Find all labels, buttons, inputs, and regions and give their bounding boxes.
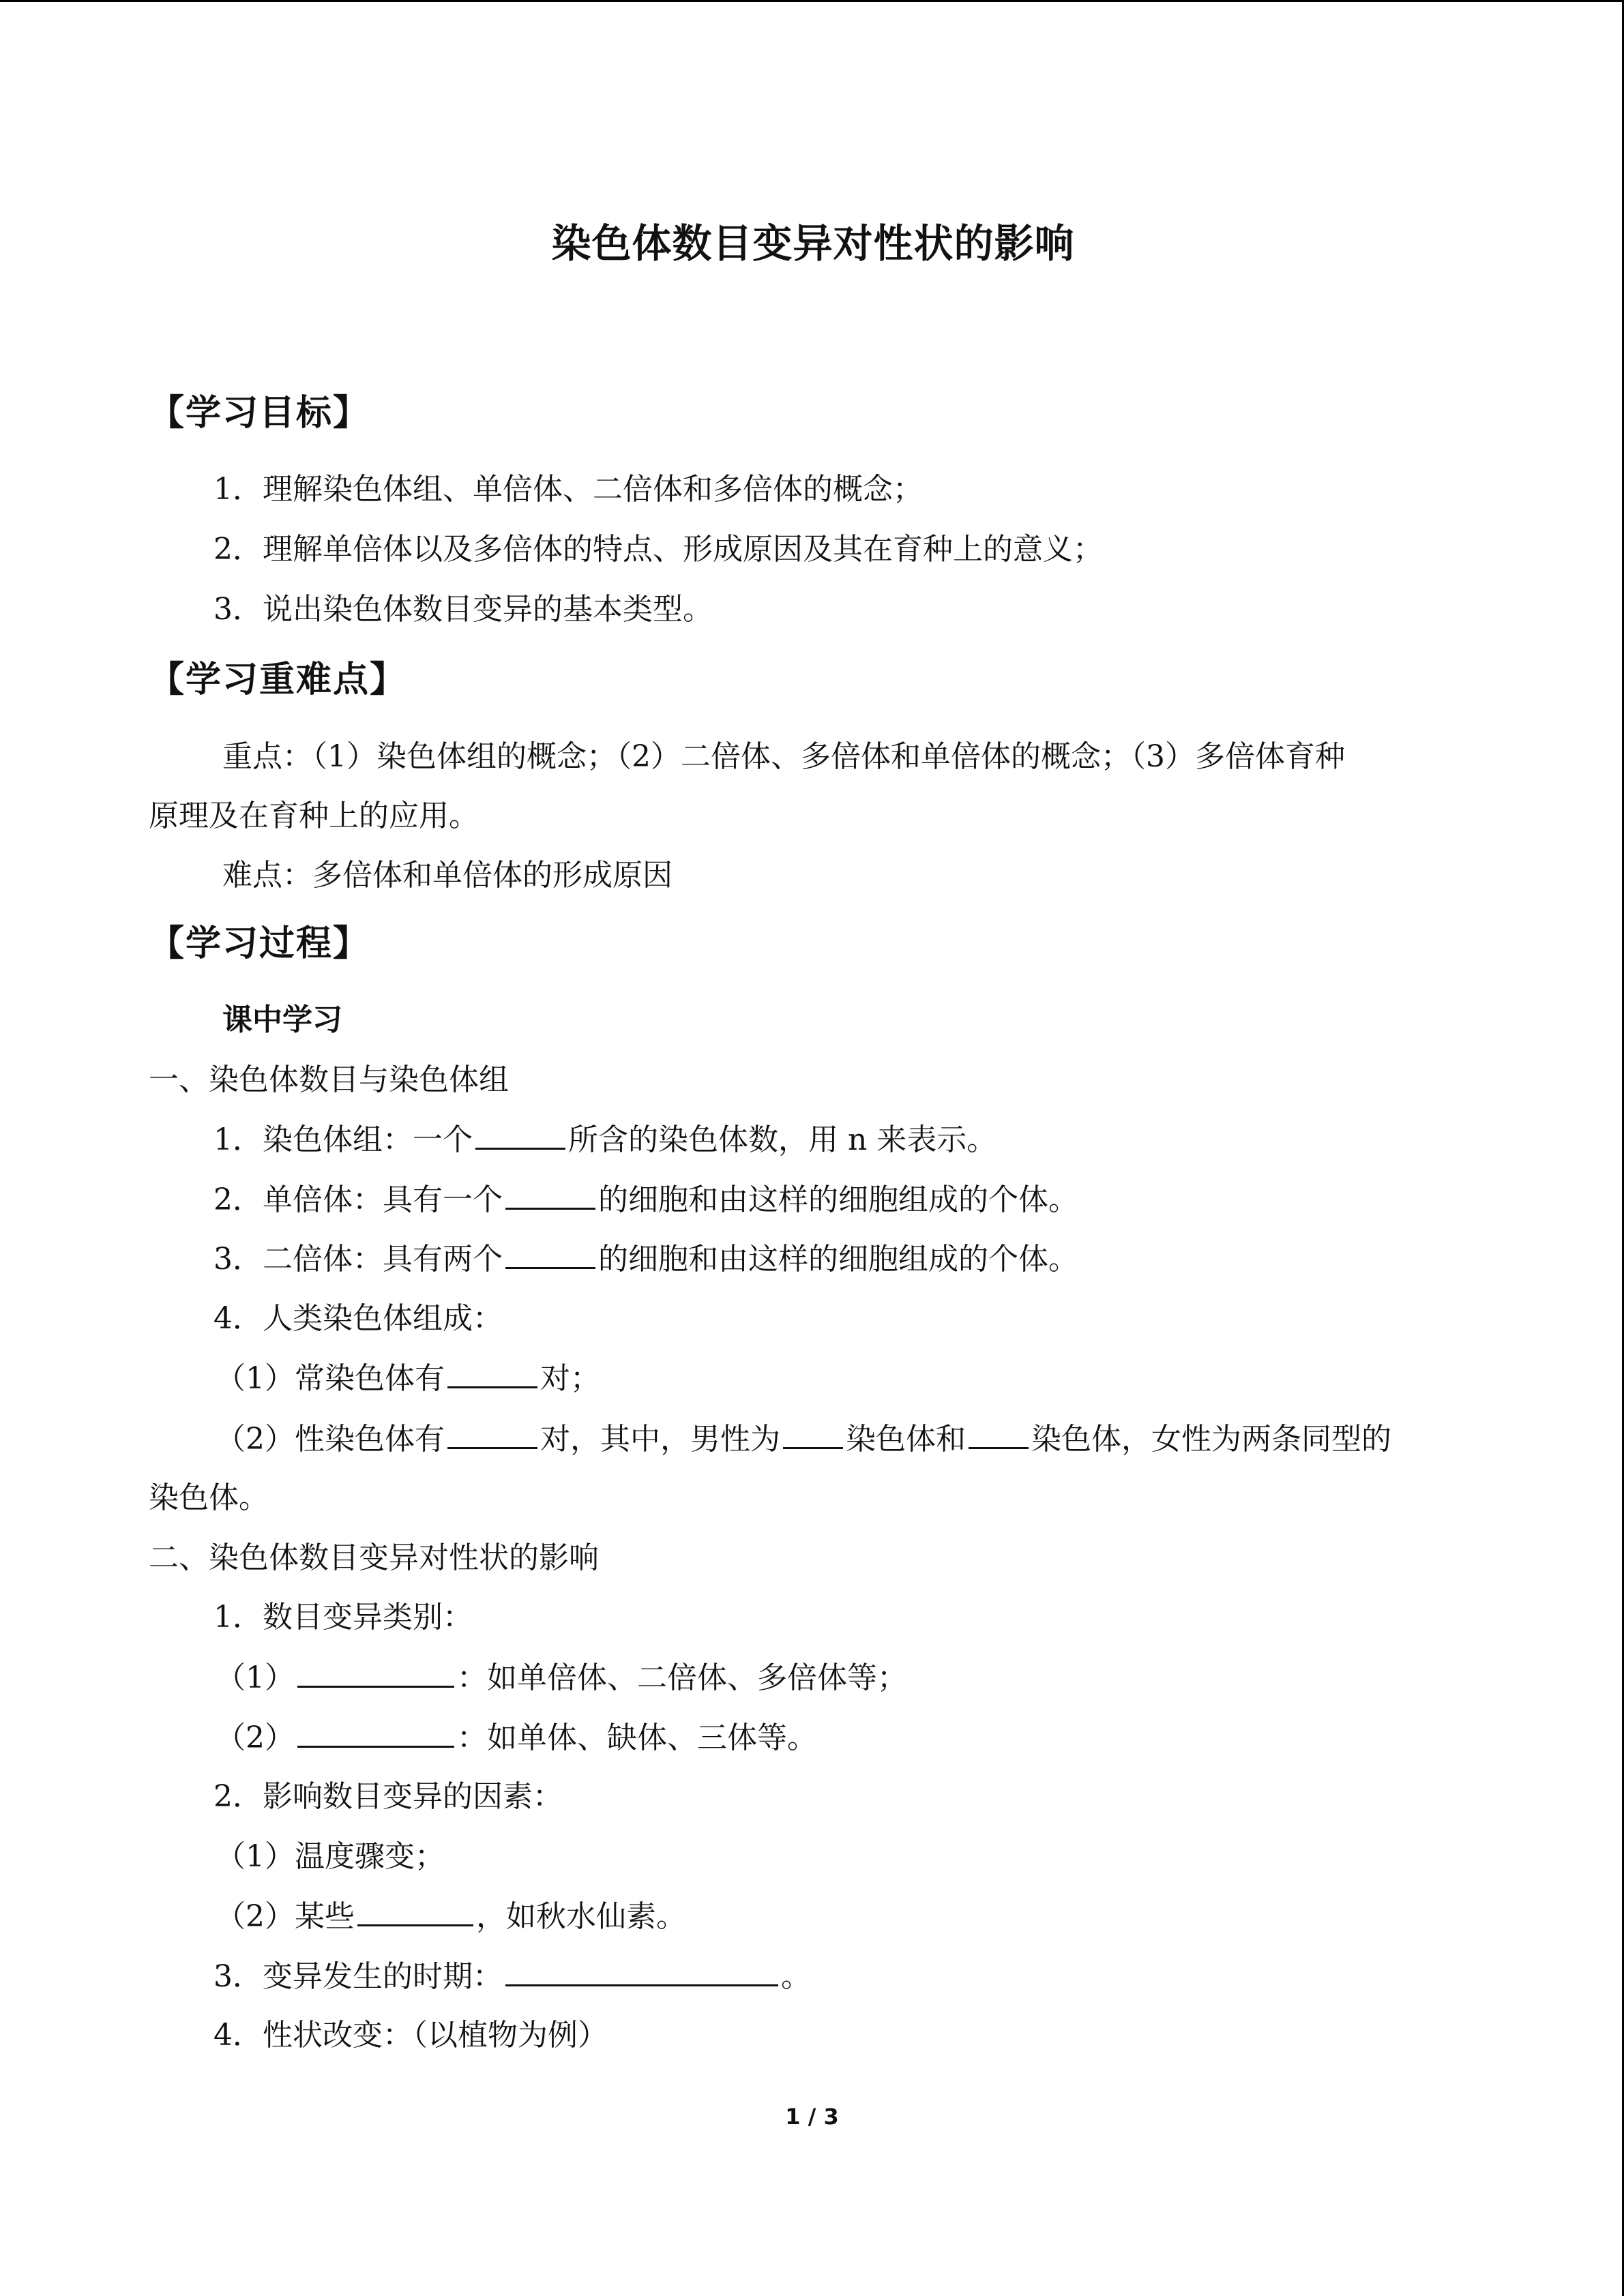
fill-blank[interactable]: [475, 1119, 565, 1150]
part1-item-2-prefix: 2．单倍体：具有一个: [213, 1182, 503, 1217]
part1-item-4-2-a: （2）性染色体有: [216, 1422, 445, 1457]
part1-item-4-2-d: 染色体，女性为两条同型的: [1031, 1422, 1391, 1457]
part1-item-4: 4．人类染色体组成：: [213, 1301, 503, 1336]
part2-item-3-prefix: 3．变异发生的时期：: [213, 1959, 503, 1994]
part2-item-1-2: [216, 1717, 817, 1759]
part1-item-1-suffix: 所含的染色体数，用 n 来表示。: [568, 1122, 997, 1157]
part1-item-4-1: [216, 1358, 600, 1399]
difficulty-line: 难点：多倍体和单倍体的形成原因: [222, 858, 673, 893]
process-heading: 【学习过程】: [149, 923, 370, 964]
fill-blank[interactable]: [297, 1717, 454, 1748]
part1-item-4-1-suffix: 对；: [540, 1361, 600, 1396]
fill-blank[interactable]: [447, 1358, 537, 1388]
part2-item-1-2-prefix: （2）: [216, 1720, 295, 1755]
part2-item-1-2-suffix: ：如单体、缺体、三体等。: [457, 1720, 817, 1755]
fill-blank[interactable]: [447, 1418, 537, 1449]
key-points-line-1: 重点：（1）染色体组的概念；（2）二倍体、多倍体和单倍体的概念；（3）多倍体育种: [222, 739, 1345, 774]
part1-item-4-2-c: 染色体和: [846, 1422, 966, 1457]
part2-item-2-2: [216, 1896, 686, 1937]
fill-blank[interactable]: [297, 1657, 454, 1688]
part1-item-3-suffix: 的细胞和由这样的细胞组成的个体。: [598, 1242, 1078, 1277]
part1-item-2-suffix: 的细胞和由这样的细胞组成的个体。: [598, 1182, 1078, 1217]
fill-blank[interactable]: [505, 1179, 595, 1210]
fill-blank[interactable]: [505, 1238, 595, 1269]
part1-item-3: [213, 1238, 1078, 1280]
part2-item-1-1: [216, 1657, 907, 1699]
part2-item-2-2-prefix: （2）某些: [216, 1899, 355, 1934]
goal-item-2: 2．理解单倍体以及多倍体的特点、形成原因及其在育种上的意义；: [213, 532, 1103, 567]
part2-item-3-suffix: 。: [781, 1959, 811, 1994]
goal-item-3: 3．说出染色体数目变异的基本类型。: [213, 592, 713, 627]
fill-blank[interactable]: [357, 1896, 473, 1926]
part2-item-4: 4．性状改变：（以植物为例）: [213, 2018, 608, 2053]
part2-item-1: 1．数目变异类别：: [213, 1600, 473, 1635]
part1-item-2: [213, 1179, 1078, 1221]
part1-item-4-2-continued: 染色体。: [149, 1480, 269, 1515]
part2-item-3: [213, 1956, 811, 1997]
part1-item-1-prefix: 1．染色体组：一个: [213, 1122, 473, 1157]
part1-item-4-2-b: 对，其中，男性为: [540, 1422, 780, 1457]
part1-item-3-prefix: 3．二倍体：具有两个: [213, 1242, 503, 1277]
part2-item-1-1-suffix: ：如单倍体、二倍体、多倍体等；: [457, 1660, 907, 1695]
fill-blank[interactable]: [969, 1418, 1029, 1449]
document-title: 染色体数目变异对性状的影响: [551, 220, 1075, 267]
goals-heading: 【学习目标】: [149, 393, 370, 434]
in-class-subheading: 课中学习: [222, 1002, 342, 1037]
part2-item-2: 2．影响数目变异的因素：: [213, 1779, 563, 1814]
part2-item-2-2-suffix: ，如秋水仙素。: [476, 1899, 686, 1934]
part1-item-4-1-prefix: （1）常染色体有: [216, 1361, 445, 1396]
fill-blank[interactable]: [783, 1418, 843, 1449]
key-points-line-2: 原理及在育种上的应用。: [149, 799, 479, 833]
part2-item-2-1: （1）温度骤变；: [216, 1839, 445, 1874]
key-points-heading: 【学习重难点】: [149, 659, 407, 700]
fill-blank[interactable]: [505, 1956, 778, 1986]
page-number: 1 / 3: [785, 2104, 839, 2130]
part1-item-1: [213, 1119, 996, 1161]
part2-title: 二、染色体数目变异对性状的影响: [149, 1540, 599, 1575]
part2-item-1-1-prefix: （1）: [216, 1660, 295, 1695]
goal-item-1: 1．理解染色体组、单倍体、二倍体和多倍体的概念；: [213, 472, 923, 507]
part1-title: 一、染色体数目与染色体组: [149, 1062, 509, 1097]
part1-item-4-2: [216, 1418, 1391, 1460]
